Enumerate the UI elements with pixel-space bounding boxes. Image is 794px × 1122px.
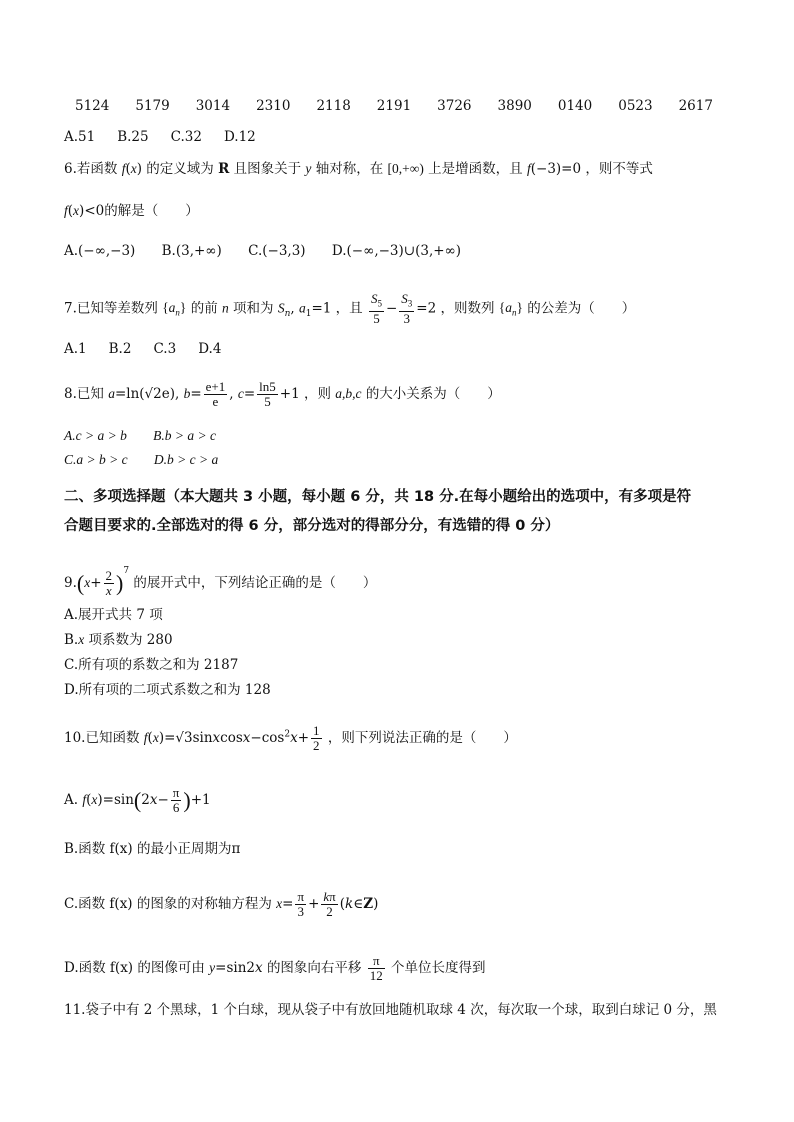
random-number: 2191 — [376, 98, 412, 114]
q6-option-c[interactable]: C.(−3,3) — [248, 243, 306, 259]
q5-options — [64, 128, 278, 146]
q10-option-b[interactable]: B.函数 f(x) 的最小正周期为π — [64, 841, 241, 857]
q8-stem: 8.已知 a=ln(√2e), b= $\frac{e+1}{e}$ , c= $\frac{\ln 5}{5}$ +1 ，则 a,b,c 的大小关系为（ ） — [64, 379, 501, 409]
fraction-s3-3: $\frac{S_3}{3}$ — [401, 291, 413, 326]
q5-option[interactable]: A.51 — [64, 129, 96, 145]
fraction-kpi-2: $\frac{k\pi}{2}$ — [323, 889, 336, 919]
q9-option-c[interactable]: C.所有项的系数之和为 2187 — [64, 657, 239, 673]
random-number: 2310 — [256, 98, 291, 114]
q8-options-row2 — [64, 451, 240, 469]
q6-stem-cont: f(x)<0的解是（ ） — [64, 203, 199, 219]
fraction-pi-6: $\frac{\pi}{6}$ — [172, 785, 180, 815]
section-2-heading-cont: 合题目要求的.全部选对的得 6 分，部分选对的得部分分，有选错的得 0 分） — [64, 518, 560, 534]
fraction-ln5-5: $\frac{\ln 5}{5}$ — [259, 379, 276, 409]
random-number: 3890 — [497, 98, 532, 114]
q9-option-b[interactable]: B.x 项系数为 280 — [64, 632, 173, 648]
q6-stem: 6.若函数 f(x) 的定义域为 R 且图象关于 y 轴对称，在 [0,+∞) 上是增函数，且 f(−3)=0 ，则不等式 — [64, 161, 653, 177]
random-number: 0140 — [557, 98, 593, 114]
q7-stem: 7.已知等差数列 $\{a_n\}$ 的前 n 项和为 $S_n$, $a_1=1$ ，且 $\frac{S_5}{5}$ − $\frac{S_3}{3}$ =2 ，则数列 $\{a_n\}$ 的公差为（ ） — [64, 291, 636, 326]
q6-option-a[interactable]: A.(−∞,−3) — [64, 243, 136, 259]
q10-option-c[interactable]: C.函数 f(x) 的图象的对称轴方程为 x= $\frac{\pi}{3}$ + $\frac{k\pi}{2}$ (k∈Z) — [64, 889, 379, 919]
q10-stem: 10.已知函数 $f(x)=√3sinxcosx-\cos^2x+$ $\frac{1}{2}$ ，则下列说法正确的是（ ） — [64, 723, 517, 753]
section-2-heading: 二、多项选择题（本大题共 3 小题，每小题 6 分，共 18 分.在每小题给出的选项中，有多项是符 — [64, 489, 692, 505]
q8-option-c[interactable]: C.a > b > c — [64, 452, 128, 467]
fraction-s5-5: $\frac{S_5}{5}$ — [370, 291, 382, 326]
random-number: 5124 — [75, 98, 110, 114]
q7-option[interactable]: D.4 — [198, 341, 222, 357]
q6-options — [64, 242, 483, 260]
q9-option-a[interactable]: A.展开式共 7 项 — [64, 607, 163, 623]
q10-option-d[interactable]: D.函数 f(x) 的图像可由 y=sin2x 的图象向右平移 $\frac{\pi}{12}$ 个单位长度得到 — [64, 953, 486, 983]
q11-stem: 11.袋子中有 2 个黑球，1 个白球，现从袋子中有放回地随机取球 4 次，每次取一个球，取到白球记 0 分，黑 — [64, 1002, 717, 1018]
random-number: 5179 — [135, 98, 170, 114]
q7-option[interactable]: A.1 — [64, 341, 87, 357]
q7-options — [64, 340, 243, 358]
fraction-pi-12: $\frac{\pi}{12}$ — [369, 953, 383, 983]
q8-option-b[interactable]: B.b > a > c — [153, 428, 216, 443]
q9-option-d[interactable]: D.所有项的二项式系数之和为 128 — [64, 682, 271, 698]
random-number: 0523 — [618, 98, 653, 114]
q6-option-b[interactable]: B.(3,+∞) — [161, 243, 222, 259]
random-number: 2118 — [316, 98, 351, 114]
q5-option[interactable]: C.32 — [170, 129, 202, 145]
q7-option[interactable]: B.2 — [108, 341, 132, 357]
fraction-2-x: $\frac{2}{x}$ — [105, 568, 113, 598]
q10-option-a[interactable]: A. f(x)=sin(2x− $\frac{\pi}{6}$ )+1 — [64, 785, 211, 815]
q9-stem: 9.(x+ $\frac{2}{x}$ )$^7$ 的展开式中，下列结论正确的是（ ） — [64, 566, 377, 598]
q5-option[interactable]: D.12 — [223, 129, 256, 145]
random-number-table — [75, 97, 739, 115]
random-number: 2617 — [678, 98, 713, 114]
random-number: 3014 — [195, 98, 231, 114]
random-number: 3726 — [437, 98, 472, 114]
q8-options-row1 — [64, 427, 238, 445]
q6-option-d[interactable]: D.(−∞,−3)∪(3,+∞) — [331, 243, 462, 259]
q8-option-a[interactable]: A.c > a > b — [64, 428, 127, 443]
fraction-pi-3: $\frac{\pi}{3}$ — [297, 889, 305, 919]
q5-option[interactable]: B.25 — [117, 129, 149, 145]
fraction-1-2: $\frac{1}{2}$ — [313, 723, 320, 753]
fraction-e1-e: $\frac{e+1}{e}$ — [205, 379, 226, 409]
q7-option[interactable]: C.3 — [153, 341, 177, 357]
q8-option-d[interactable]: D.b > c > a — [153, 452, 219, 467]
